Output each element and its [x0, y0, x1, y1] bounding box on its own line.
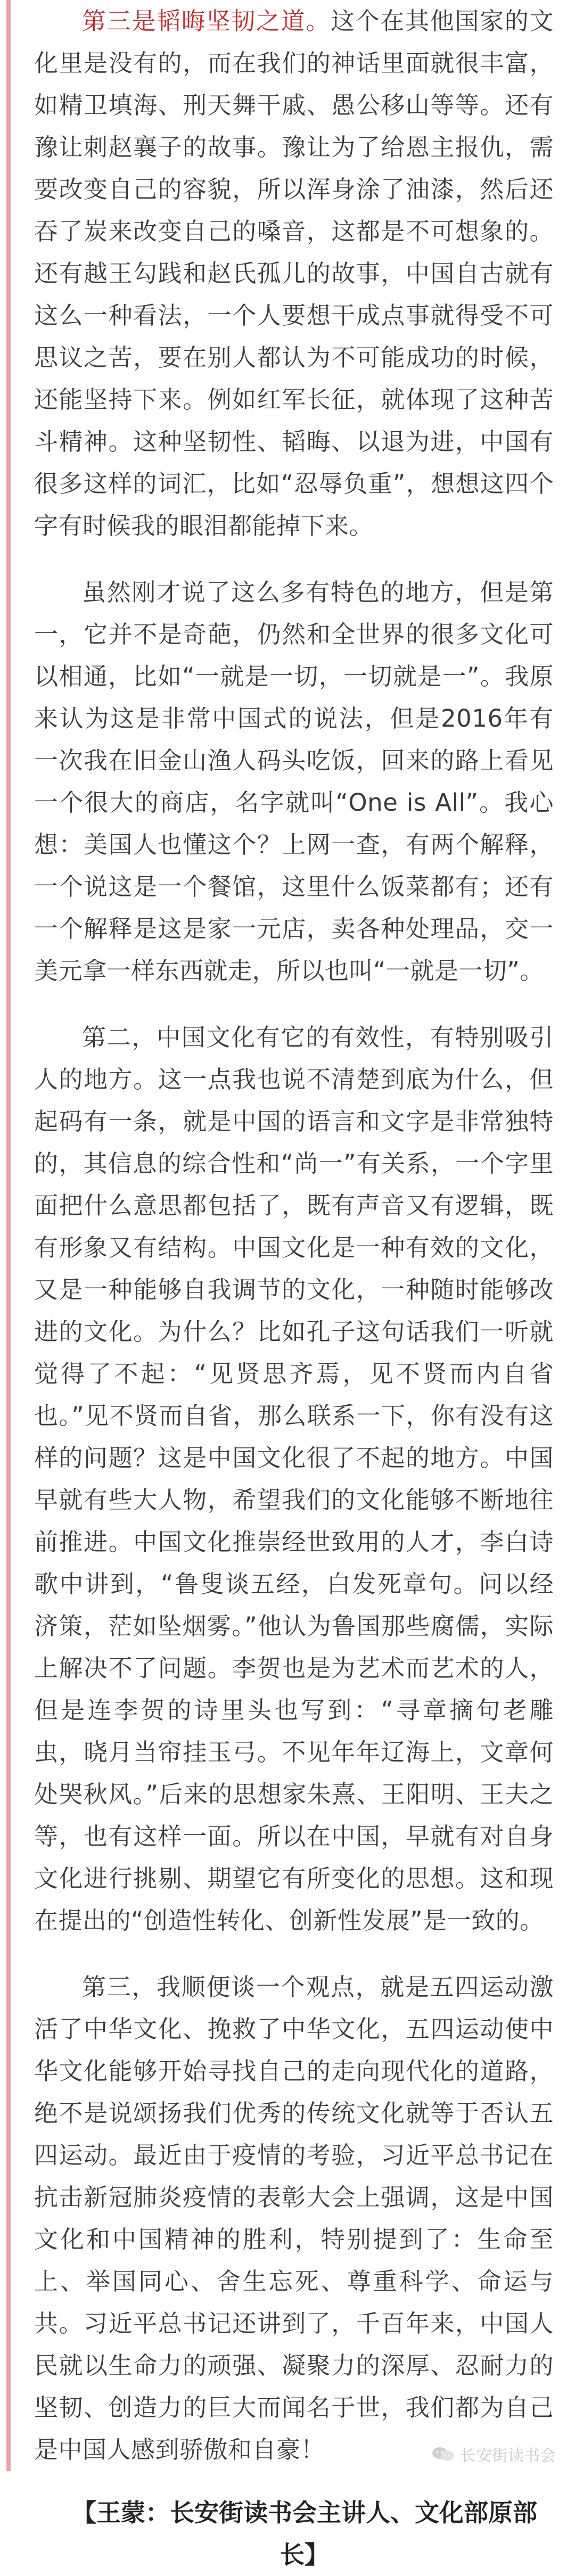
watermark — [431, 2442, 556, 2466]
paragraph-2: 虽然刚才说了这么多有特色的地方，但是第一，它并不是奇葩，仍然和全世界的很多文化可以相通，比如“一就是一切，一切就是一”。我原来认为这是非常中国式的说法，但是2016年有一次我在旧金山渔人码头吃饭，回来的路上看见一个很大的商店，名字就叫“One is All”。我心想：美国人也懂这个？上网一查，有两个解释，一个说这是一个餐馆，这里什么饭菜都有；还有一个解释是这是家一元店，卖各种处理品，交一美元拿一样东西就走，所以也叫“一就是一切”。 — [34, 578, 554, 985]
paragraph-1-text: 这个在其他国家的文化里是没有的，而在我们的神话里面就很丰富，如精卫填海、刑天舞干戚、愚公移山等等。还有豫让刺赵襄子的故事。豫让为了给恩主报仇，需要改变自己的容貌，所以浑身涂了油漆，然后还吞了炭来改变自己的嗓音，这都是不可想象的。还有越王勾践和赵氏孤儿的故事，中国自古就有这么一种看法，一个人要想干成点事就得受不可思议之苦，要在别人都认为不可能成功的时候，还能坚持下来。例如红军长征，就体现了这种苦斗精神。这种坚韧性、韬晦、以退为进，中国有很多这样的词汇，比如“忍辱负重”，想想这四个字有时候我的眼泪都能掉下来。 — [34, 7, 554, 540]
highlight-heading: 第三是韬晦坚韧之道。 — [82, 7, 331, 35]
wechat-icon — [431, 2446, 455, 2462]
watermark-text: 长安街读书会 — [460, 2447, 556, 2465]
paragraph-3: 第二，中国文化有它的有效性，有特别吸引人的地方。这一点我也说不清楚到底为什么，但起码有一条，就是中国的语言和文字是非常独特的，其信息的综合性和“尚一”有关系，一个字里面把什么意思都包括了，既有声音又有逻辑，既有形象又有结构。中国文化是一种有效的文化，又是一种能够自我调节的文化，一种随时能够改进的文化。为什么？比如孔子这句话我们一听就觉得了不起：“见贤思齐焉，见不贤而内自省也。”见不贤而自省，那么联系一下，你有没有这样的问题？这是中国文化很了不起的地方。中国早就有些大人物，希望我们的文化能够不断地往前推进。中国文化推崇经世致用的人才，李白诗歌中讲到，“鲁叟谈五经，白发死章句。问以经济策，茫如坠烟雾。”他认为鲁国那些腐儒，实际上解决不了问题。李贺也是为艺术而艺术的人，但是连李贺的诗里头也写到：“寻章摘句老雕虫，晓月当帘挂玉弓。不见年年辽海上，文章何处哭秋风。”后来的思想家朱熹、王阳明、王夫之等，也有这样一面。所以在中国，早就有对自身文化进行挑剔、期望它有所变化的思想。这和现在提出的“创造性转化、创新性发展”是一致的。 — [34, 1023, 554, 1935]
paragraph-1 — [34, 0, 554, 547]
paragraph-4: 第三，我顺便谈一个观点，就是五四运动激活了中华文化、挽救了中华文化，五四运动使中华文化能够开始寻找自己的走向现代化的道路，绝不是说颂扬我们优秀的传统文化就等于否认五四运动。最近由于疫情的考验，习近平总书记在抗击新冠肺炎疫情的表彰大会上强调，这是中国文化和中国精神的胜利，特别提到了：生命至上、举国同心、舍生忘死、尊重科学、命运与共。习近平总书记还讲到了，千百年来，中国人民就以生命力的顽强、凝聚力的深厚、忍耐力的坚韧、创造力的巨大而闻名于世，我们都为自己是中国人感到骄傲和自豪！ — [34, 1973, 554, 2464]
author-signature: 【王蒙：长安街读书会主讲人、文化部原部长】 — [72, 2498, 537, 2569]
article-body — [34, 0, 554, 2576]
left-accent-border — [6, 0, 11, 2471]
